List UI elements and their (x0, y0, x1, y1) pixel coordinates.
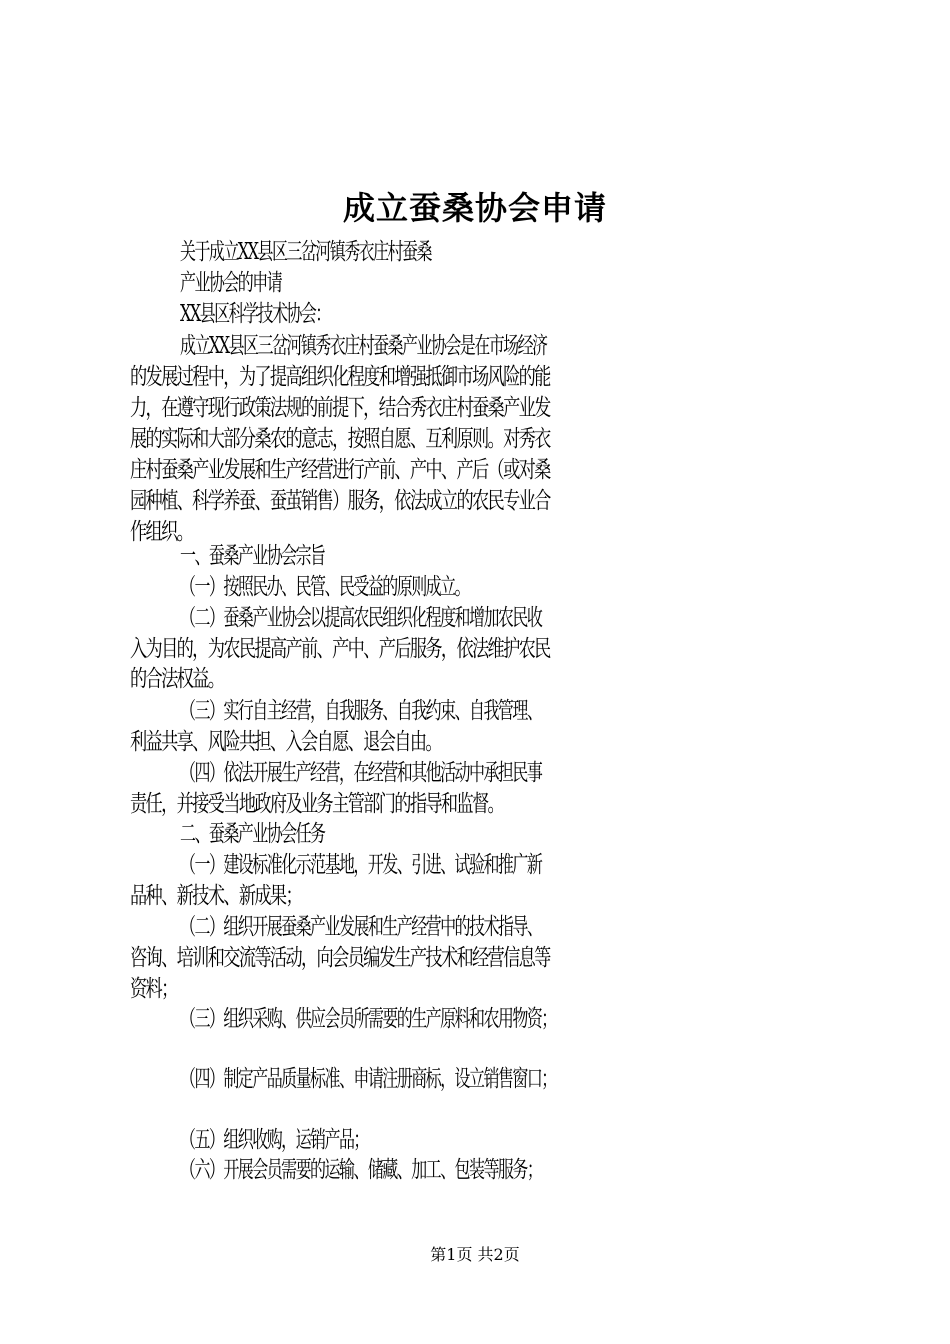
text-line: 展的实际和大部分桑农的意志，按照自愿、互利原则。对秀衣 (130, 426, 550, 452)
text-line: 责任，并接受当地政府及业务主管部门的指导和监督。 (130, 791, 504, 817)
text-line: 资料； (130, 976, 177, 1002)
text-line: 利益共享、风险共担、入会自愿、退会自由。 (130, 729, 441, 755)
text-line: （四）制定产品质量标准、申请注册商标，设立销售窗口； (180, 1066, 556, 1092)
text-line: （一）建设标准化示范基地，开发、引进、试验和推广新 (180, 852, 542, 878)
text-line: 作组织。 (130, 519, 193, 545)
text-line: （六）开展会员需要的运输、储藏、加工、包装等服务； (180, 1157, 542, 1183)
text-line: （五）组织收购，运销产品； (180, 1127, 368, 1153)
text-line: 的合法权益。 (130, 666, 224, 692)
text-line: （二）蚕桑产业协会以提高农民组织化程度和增加农民收 (180, 605, 542, 631)
section-heading: 一、蚕桑产业协会宗旨 (180, 543, 325, 569)
document-title: 成立蚕桑协会申请 (342, 189, 607, 227)
text-line: 成立XX县区三岔河镇秀衣庄村蚕桑产业协会是在市场经济 (180, 333, 547, 359)
text-line: （三）实行自主经营，自我服务、自我约束、自我管理、 (180, 698, 542, 724)
page-number-footer: 第1页 共2页 (430, 1245, 520, 1264)
text-line: XX县区科学技术协会： (180, 301, 330, 327)
text-line: 力，在遵守现行政策法规的前提下，结合秀衣庄村蚕桑产业发 (130, 395, 550, 421)
text-line: （四）依法开展生产经营，在经营和其他活动中承担民事 (180, 760, 542, 786)
text-line: （三）组织采购、供应会员所需要的生产原料和农用物资； (180, 1006, 556, 1032)
text-line: （二）组织开展蚕桑产业发展和生产经营中的技术指导、 (180, 914, 542, 940)
text-line: 的发展过程中，为了提高组织化程度和增强抵御市场风险的能 (130, 364, 550, 390)
text-line: 庄村蚕桑产业发展和生产经营进行产前、产中、产后（或对桑 (130, 457, 550, 483)
text-line: 咨询、培训和交流等活动，向会员编发生产技术和经营信息等 (130, 945, 550, 971)
text-line: 品种、新技术、新成果； (130, 883, 302, 909)
text-line: 入为目的，为农民提高产前、产中、产后服务，依法维护农民 (130, 636, 550, 662)
section-heading: 二、蚕桑产业协会任务 (180, 821, 325, 847)
text-line: 产业协会的申请 (180, 270, 282, 296)
text-line: （一）按照民办、民管、民受益的原则成立。 (180, 574, 470, 600)
text-line: 关于成立XX县区三岔河镇秀衣庄村蚕桑 (180, 239, 431, 265)
text-line: 园种植、科学养蚕、蚕茧销售）服务，依法成立的农民专业合 (130, 488, 550, 514)
